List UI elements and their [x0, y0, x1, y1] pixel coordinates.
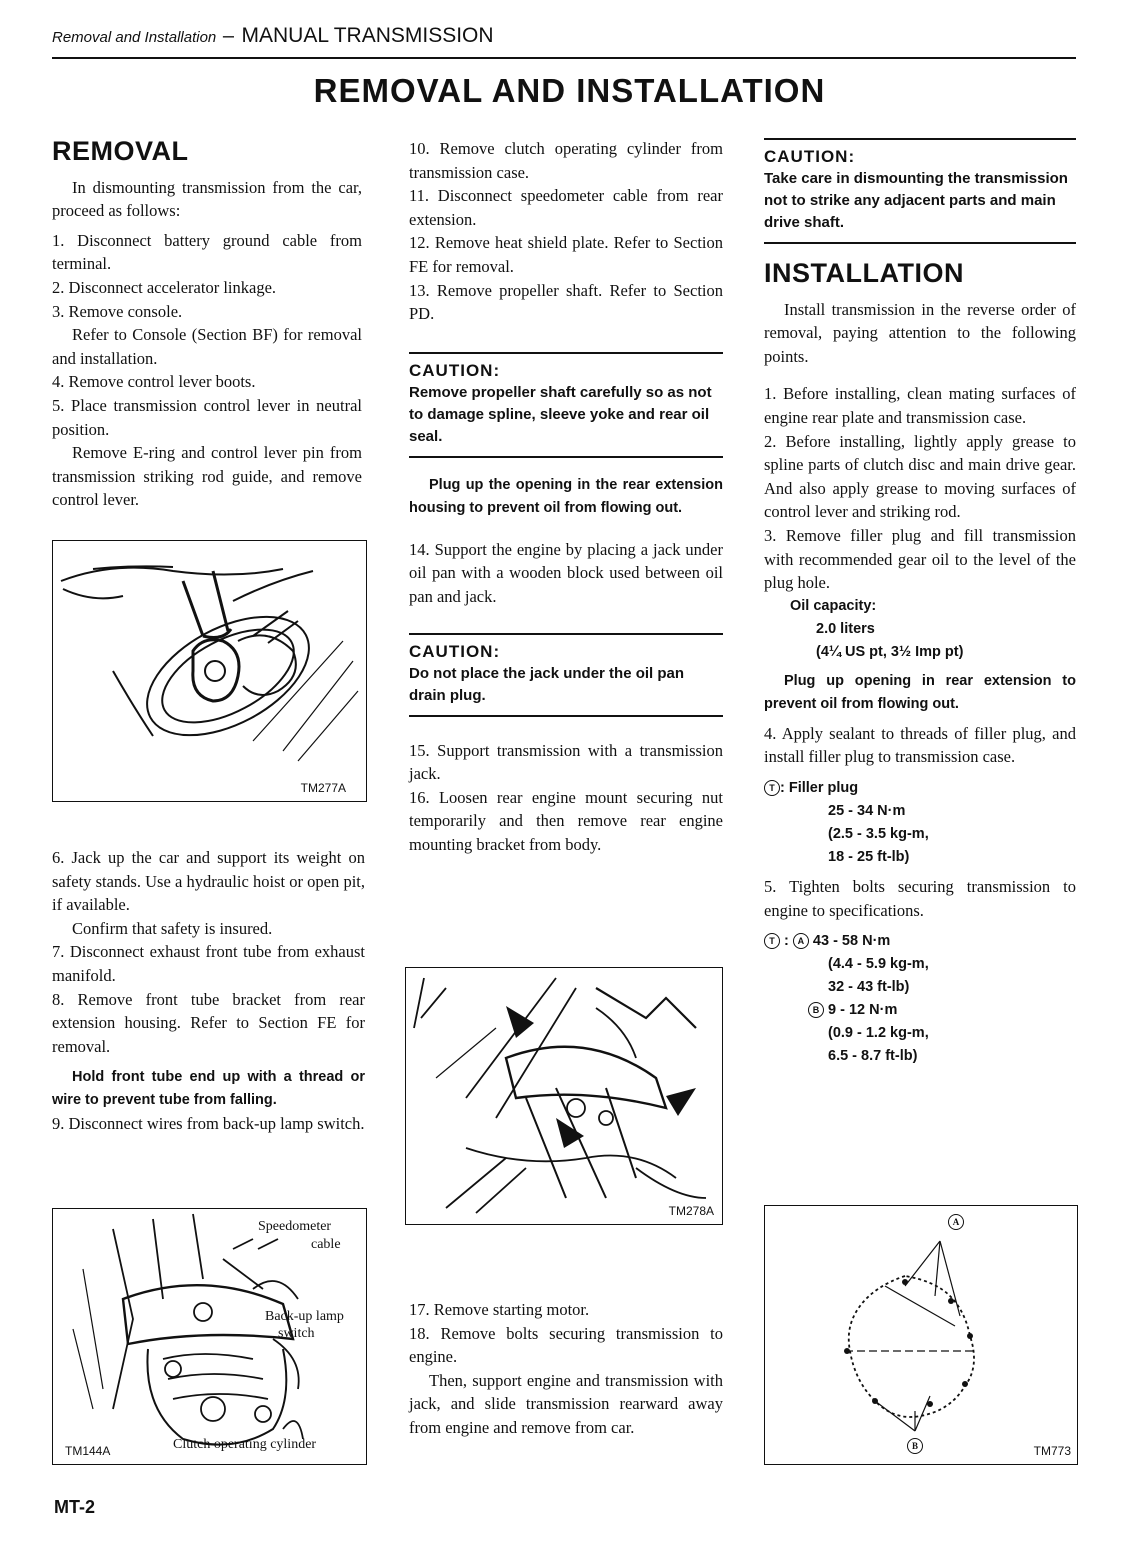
- installation-heading: INSTALLATION: [764, 258, 964, 288]
- caution-dismount-heading: CAUTION:: [764, 147, 856, 166]
- install-step-5: 5. Tighten bolts securing transmission to engine to specifications.: [764, 876, 1076, 920]
- callout-switch: switch: [278, 1326, 315, 1341]
- bolt-a-icon: A: [793, 933, 809, 949]
- install-step-3: 3. Remove filler plug and fill transmission with recommended gear oil to the level of the plug hole.: [764, 525, 1076, 593]
- step-14: 14. Support the engine by placing a jack under oil pan with a wooden block used between oil pan and jack.: [409, 539, 723, 606]
- figure-bolt-pattern: [764, 1205, 1078, 1465]
- then-note: Then, support engine and transmission with jack, and slide transmission rearward away from engine and remove from car.: [409, 1370, 723, 1437]
- install-intro: Install transmission in the reverse order of removal, paying attention to the following points.: [764, 299, 1076, 366]
- safety-note: Confirm that safety is insured.: [72, 918, 273, 938]
- figure-transmission-parts: [52, 1208, 367, 1465]
- filler-torque-ftlb: 18 - 25 ft-lb): [828, 848, 910, 865]
- step-1: 1. Disconnect battery ground cable from terminal.: [52, 230, 362, 274]
- install-step-2: 2. Before installing, lightly apply grease to spline parts of clutch disc and main drive gear. And also apply grease to moving surfaces of control lever and striking rod.: [764, 431, 1076, 522]
- header-chapter: MANUAL TRANSMISSION: [241, 24, 494, 47]
- caution-jack-body: Do not place the jack under the oil pan drain plug.: [409, 664, 685, 704]
- running-header: [52, 24, 494, 48]
- caution-dismount: [764, 138, 1076, 244]
- callout-speedometer: Speedometer: [258, 1219, 332, 1234]
- step-15: 15. Support transmission with a transmission jack.: [409, 740, 723, 784]
- page-number: MT-2: [54, 1497, 96, 1517]
- bolt-b-torque-kgm: (0.9 - 1.2 kg-m,: [828, 1025, 929, 1042]
- step-4: 4. Remove control lever boots.: [52, 372, 256, 392]
- figure-label-tm773: TM773: [1033, 1444, 1071, 1458]
- callout-clutch-cylinder: Clutch operating cylinder: [173, 1437, 317, 1452]
- step-5: 5. Place transmission control lever in neutral position.: [52, 395, 362, 439]
- step-8: 8. Remove front tube bracket from rear extension housing. Refer to Section FE for removal.: [52, 989, 365, 1056]
- install-plug-note: Plug up opening in rear extension to prevent oil from flowing out.: [764, 672, 1076, 712]
- bolt-b-icon: B: [808, 1002, 824, 1018]
- removal-intro: In dismounting transmission from the car, proceed as follows:: [52, 177, 362, 221]
- filler-plug-label: : Filler plug: [780, 779, 859, 796]
- bolt-b-torque-ftlb: 6.5 - 8.7 ft-lb): [828, 1048, 918, 1065]
- caution-dismount-body: Take care in dismounting the transmission not to strike any adjacent parts and main drive shaft.: [764, 170, 1068, 231]
- install-step-1: 1. Before installing, clean mating surfaces of engine rear plate and transmission case.: [764, 384, 1076, 427]
- bolt-a-torque-ftlb: 32 - 43 ft-lb): [828, 979, 910, 996]
- caution-jack: [409, 633, 723, 717]
- filler-plug-spec: [764, 777, 1076, 800]
- column-installation: [764, 138, 1076, 1068]
- oil-capacity-label: Oil capacity:: [790, 597, 877, 614]
- step-6: 6. Jack up the car and support its weight on safety stands. Use a hydraulic hoist or open pit, if available.: [52, 848, 365, 915]
- callout-cable: cable: [311, 1237, 341, 1252]
- caution-propeller: [409, 352, 723, 458]
- figure-control-lever: [52, 540, 367, 802]
- control-lever-illustration: [53, 541, 366, 801]
- column-removal-2-cont: [409, 1298, 723, 1440]
- bolt-b-spec: [764, 999, 1076, 1022]
- column-removal-cont: [52, 846, 365, 1136]
- callout-backup-lamp: Back-up lamp: [265, 1309, 344, 1324]
- column-removal-2: [409, 137, 723, 857]
- bolt-a-torque-nm: 43 - 58 N·m: [812, 933, 891, 950]
- plug-rear-note: Plug up the opening in the rear extension housing to prevent oil from flowing out.: [409, 476, 723, 516]
- hold-note: Hold front tube end up with a thread or wire to prevent tube from falling.: [52, 1069, 365, 1109]
- point-b-label: B: [907, 1438, 923, 1454]
- header-separator: –: [216, 25, 242, 47]
- figure-label-tm277a: TM277A: [300, 781, 346, 795]
- bolt-pattern-illustration: [765, 1206, 1077, 1464]
- figure-mounting-bracket: [405, 967, 723, 1225]
- console-note: Refer to Console (Section BF) for removal and installation.: [52, 325, 362, 368]
- step-13: 13. Remove propeller shaft. Refer to Section PD.: [409, 280, 723, 324]
- header-rule: [52, 57, 1076, 59]
- step-11: 11. Disconnect speedometer cable from rear extension.: [409, 186, 723, 229]
- filler-torque-kgm: (2.5 - 3.5 kg-m,: [828, 825, 929, 842]
- point-a-label: A: [948, 1214, 964, 1230]
- step-9: 9. Disconnect wires from back-up lamp switch.: [52, 1114, 365, 1134]
- step-12: 12. Remove heat shield plate. Refer to Section FE for removal.: [409, 233, 723, 276]
- figure-label-tm144a: TM144A: [65, 1444, 111, 1458]
- figure-label-tm278a: TM278A: [668, 1204, 714, 1218]
- bolt-a-spec: T : A 43 - 58 N·m: [764, 930, 1076, 953]
- removal-heading: REMOVAL: [52, 136, 189, 166]
- caution-jack-heading: CAUTION:: [409, 641, 501, 661]
- torque-icon: T: [764, 780, 780, 796]
- install-step-4: 4. Apply sealant to threads of filler plug, and install filler plug to transmission case.: [764, 723, 1076, 767]
- caution-propeller-body: Remove propeller shaft carefully so as not to damage spline, sleeve yoke and rear oil seal.: [409, 383, 712, 445]
- bolt-b-torque-nm: 9 - 12 N·m: [828, 1002, 898, 1019]
- oil-capacity-value: 2.0 liters: [816, 620, 875, 637]
- step-2: 2. Disconnect accelerator linkage.: [52, 277, 277, 297]
- ering-note: Remove E-ring and control lever pin from transmission striking rod guide, and remove control lever.: [52, 443, 362, 510]
- torque-icon-2: T: [764, 933, 780, 949]
- column-removal: [52, 136, 362, 512]
- step-16: 16. Loosen rear engine mount securing nut temporarily and then remove rear engine mounting bracket from body.: [409, 787, 723, 854]
- step-7: 7. Disconnect exhaust front tube from exhaust manifold.: [52, 942, 365, 985]
- page-title: REMOVAL AND INSTALLATION: [313, 72, 826, 109]
- mounting-bracket-illustration: [406, 968, 722, 1224]
- step-17: 17. Remove starting motor.: [409, 1300, 590, 1319]
- step-3: 3. Remove console.: [52, 301, 183, 321]
- bolt-a-torque-kgm: (4.4 - 5.9 kg-m,: [828, 956, 929, 973]
- caution-propeller-heading: CAUTION:: [409, 360, 501, 380]
- header-section: Removal and Installation: [52, 29, 217, 46]
- step-18: 18. Remove bolts securing transmission to engine.: [409, 1323, 723, 1367]
- filler-torque-nm: 25 - 34 N·m: [828, 802, 906, 819]
- step-10: 10. Remove clutch operating cylinder from transmission case.: [409, 139, 723, 182]
- oil-capacity-alt: (4¼ US pt, 3½ Imp pt): [816, 643, 964, 660]
